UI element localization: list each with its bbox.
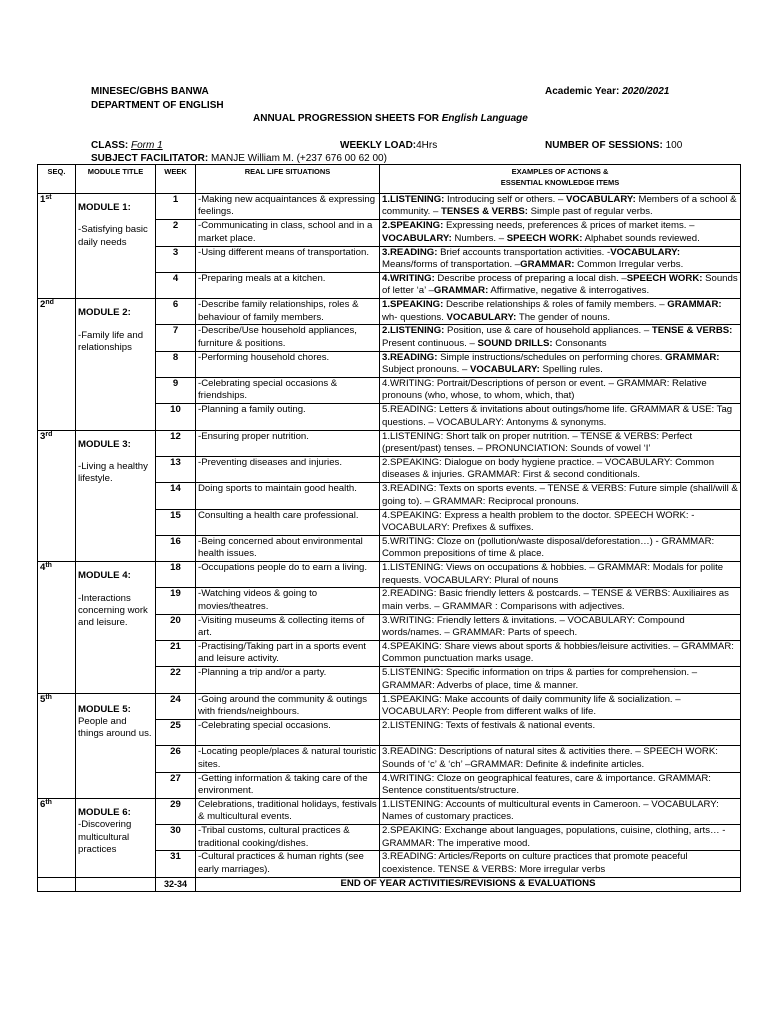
examples-text: 3.READING: Descriptions of natural sites & activities there. – SPEECH WORK: Sounds of ‘c’ & ‘ch’ –GRAMMAR: Definite & indefinite articles. xyxy=(382,746,718,770)
week-cell: 21 xyxy=(156,641,196,667)
table-row xyxy=(38,194,741,220)
examples-cell xyxy=(380,272,741,298)
academic-year-label: Academic Year: xyxy=(545,86,620,97)
real-life-cell: -Describe/Use household appliances, furniture & positions. xyxy=(196,325,380,351)
sequence-cell xyxy=(38,798,76,877)
real-life-cell: Consulting a health care professional. xyxy=(196,509,380,535)
table-row xyxy=(38,430,741,456)
examples-text: Simple past of regular verbs. xyxy=(527,206,653,218)
module-description: -Interactions concerning work and leisure. xyxy=(78,592,148,629)
examples-text: 2.LISTENING: Texts of festivals & national events. xyxy=(382,719,596,731)
examples-text: Alphabet sounds reviewed. xyxy=(582,232,700,244)
examples-cell xyxy=(380,430,741,456)
examples-text: Numbers. – xyxy=(451,232,507,244)
real-life-cell: -Getting information & taking care of the environment. xyxy=(196,772,380,798)
examples-text: 3.WRITING: Friendly letters & invitations. – VOCABULARY: Compound words/names. – GRAMMAR: Parts of speech. xyxy=(382,614,685,639)
examples-cell xyxy=(380,378,741,404)
sequence-number: 6 xyxy=(40,798,46,810)
examples-text: Expressing needs, preferences & prices of market items. – xyxy=(443,220,695,232)
examples-text: GRAMMAR: xyxy=(667,299,722,311)
week-cell: 20 xyxy=(156,614,196,640)
col-header-week: WEEK xyxy=(156,165,196,194)
academic-year xyxy=(545,86,669,98)
examples-cell xyxy=(380,404,741,430)
examples-text: 5.WRITING: Cloze on (pollution/waste disposal/deforestation…) - GRAMMAR: Common prepositions of time & place. xyxy=(382,535,715,560)
examples-text: Describe relationships & roles of family members. – xyxy=(443,299,668,311)
real-life-cell: -Planning a family outing. xyxy=(196,404,380,430)
real-life-cell: -Performing household chores. xyxy=(196,351,380,377)
real-life-cell: -Preventing diseases and injuries. xyxy=(196,456,380,482)
week-cell: 22 xyxy=(156,667,196,693)
examples-text: VOCABULARY: xyxy=(470,364,540,376)
real-life-cell: -Ensuring proper nutrition. xyxy=(196,430,380,456)
examples-cell xyxy=(380,194,741,220)
week-cell: 6 xyxy=(156,299,196,325)
week-cell: 8 xyxy=(156,351,196,377)
examples-text: 4.SPEAKING: Share views about sports & hobbies/leisure activities. – GRAMMAR: Common punctuation marks usage. xyxy=(382,641,734,665)
examples-cell xyxy=(380,588,741,614)
examples-text: VOCABULARY: xyxy=(446,311,517,323)
examples-text: The gender of nouns. xyxy=(516,311,611,323)
module-cell xyxy=(76,299,156,430)
examples-cell xyxy=(380,746,741,772)
final-activities-cell: END OF YEAR ACTIVITIES/REVISIONS & EVALUATIONS xyxy=(196,877,741,891)
module-title: MODULE 5: xyxy=(78,703,131,715)
col-header-examples xyxy=(380,165,741,194)
week-cell: 31 xyxy=(156,851,196,877)
examples-text: GRAMMAR: xyxy=(433,285,489,297)
examples-text: 3.READING: Texts on sports events. – TENSE & VERBS: Future simple (shall/will & going to). – GRAMMAR: Reciprocal pronouns. xyxy=(382,483,738,507)
examples-text: Present continuous. – xyxy=(382,337,478,349)
real-life-cell: -Being concerned about environmental health issues. xyxy=(196,535,380,561)
sequence-number: 1 xyxy=(40,194,46,205)
examples-text: Members of a school & community. – xyxy=(382,194,737,218)
week-cell: 2 xyxy=(156,220,196,246)
week-cell: 18 xyxy=(156,562,196,588)
weekly-load-value: 4Hrs xyxy=(416,140,438,151)
week-cell: 12 xyxy=(156,430,196,456)
number-of-sessions xyxy=(545,140,682,152)
real-life-cell: -Making new acquaintances & expressing feelings. xyxy=(196,194,380,220)
col-header-examples-line2: ESSENTIAL KNOWLEDGE ITEMS xyxy=(500,178,620,187)
examples-cell xyxy=(380,456,741,482)
progression-table xyxy=(37,164,741,892)
sheet-title xyxy=(253,113,528,125)
real-life-cell: -Celebrating special occasions & friendships. xyxy=(196,378,380,404)
examples-text: Subject pronouns. – xyxy=(382,364,471,376)
module-cell xyxy=(76,693,156,798)
examples-cell xyxy=(380,509,741,535)
real-life-cell: -Cultural practices & human rights (see early marriages). xyxy=(196,851,380,877)
week-cell: 30 xyxy=(156,825,196,851)
week-cell: 24 xyxy=(156,693,196,719)
real-life-cell: Celebrations, traditional holidays, festivals & multicultural events. xyxy=(196,798,380,824)
sequence-suffix: rd xyxy=(45,430,53,438)
real-life-cell: -Watching videos & going to movies/theatres. xyxy=(196,588,380,614)
facilitator-label: SUBJECT FACILITATOR: xyxy=(91,153,209,164)
school-name: MINESEC/GBHS BANWA xyxy=(91,86,209,97)
class-info xyxy=(91,140,163,152)
col-header-real-life: REAL LIFE SITUATIONS xyxy=(196,165,380,194)
sequence-cell xyxy=(38,299,76,430)
sheet-subject: English Language xyxy=(441,113,528,124)
module-description: -Discovering multicultural practices xyxy=(78,819,132,856)
week-cell: 9 xyxy=(156,378,196,404)
sequence-suffix: th xyxy=(45,693,52,701)
final-module-cell xyxy=(76,877,156,891)
sequence-suffix: th xyxy=(45,562,52,570)
real-life-cell: -Locating people/places & natural touristic sites. xyxy=(196,746,380,772)
examples-cell xyxy=(380,798,741,824)
real-life-cell: -Occupations people do to earn a living. xyxy=(196,562,380,588)
col-header-examples-line1: EXAMPLES OF ACTIONS & xyxy=(511,167,609,176)
examples-text: Affirmative, negative & interrogatives. xyxy=(488,285,650,297)
examples-text: 1.LISTENING: Views on occupations & hobbies. – GRAMMAR: Modals for polite requests. VOCABULARY: Plural of nouns xyxy=(382,562,724,586)
final-week-cell: 32-34 xyxy=(156,877,196,891)
examples-text: 2.READING: Basic friendly letters & postcards. – TENSE & VERBS: Auxiliaires as main verbs. – GRAMMAR : Comparisons with adjectives. xyxy=(382,588,729,612)
examples-cell xyxy=(380,693,741,719)
examples-text: SOUND DRILLS: xyxy=(477,337,553,349)
examples-cell xyxy=(380,220,741,246)
examples-cell xyxy=(380,825,741,851)
examples-text: 1.LISTENING: Short talk on proper nutrition. – TENSE & VERBS: Perfect (present/past) tenses. – PRONUNCIATION: Sounds of vowel ‘I’ xyxy=(382,430,693,455)
real-life-cell: -Practising/Taking part in a sports event and leisure activity. xyxy=(196,641,380,667)
examples-text: 4.WRITING: xyxy=(382,272,435,284)
module-cell xyxy=(76,798,156,877)
examples-text: Consonants xyxy=(552,337,607,349)
sequence-number: 4 xyxy=(40,562,46,574)
examples-text: VOCABULARY: xyxy=(565,194,636,205)
week-cell: 14 xyxy=(156,483,196,509)
examples-text: Spelling rules. xyxy=(539,364,603,376)
examples-text: Position, use & care of household appliances. – xyxy=(444,325,652,337)
examples-text: 4.SPEAKING: Express a health problem to the doctor. SPEECH WORK: - VOCABULARY: Prefixes & suffixes. xyxy=(382,509,695,533)
week-cell: 7 xyxy=(156,325,196,351)
module-title: MODULE 3: xyxy=(78,438,131,450)
module-description: -Living a healthy lifestyle. xyxy=(78,461,148,485)
examples-text: GRAMMAR: xyxy=(665,351,720,363)
sessions-value: 100 xyxy=(665,140,683,151)
week-cell: 4 xyxy=(156,272,196,298)
examples-cell xyxy=(380,535,741,561)
real-life-cell: -Visiting museums & collecting items of art. xyxy=(196,614,380,640)
examples-text: Common Irregular verbs. xyxy=(574,259,684,270)
examples-text: 1.SPEAKING: Make accounts of daily community life & socialization. – VOCABULARY: People from different walks of life. xyxy=(382,693,681,718)
examples-text: 4.WRITING: Cloze on geographical features, care & importance. GRAMMAR: Sentence constituents/structure. xyxy=(382,772,711,796)
real-life-cell: -Describe family relationships, roles & behaviour of family members. xyxy=(196,299,380,325)
examples-text: Means/forms of transportation. – xyxy=(382,259,521,270)
module-title: MODULE 4: xyxy=(78,570,131,582)
examples-text: TENSE & VERBS: xyxy=(651,325,733,337)
module-title: MODULE 6: xyxy=(78,806,131,818)
module-description: -Satisfying basic daily needs xyxy=(78,224,148,248)
module-cell xyxy=(76,562,156,693)
sheet-title-text: ANNUAL PROGRESSION SHEETS FOR xyxy=(253,113,439,124)
examples-cell xyxy=(380,483,741,509)
sequence-number: 5 xyxy=(40,693,46,705)
sequence-suffix: st xyxy=(45,194,52,201)
module-title: MODULE 1: xyxy=(78,202,131,213)
examples-text: GRAMMAR: xyxy=(520,259,575,270)
week-cell: 19 xyxy=(156,588,196,614)
examples-text: 1.LISTENING: Accounts of multicultural events in Cameroon. – VOCABULARY: Names of customary practices. xyxy=(382,798,719,823)
week-cell: 27 xyxy=(156,772,196,798)
table-row xyxy=(38,299,741,325)
examples-cell xyxy=(380,351,741,377)
col-header-module: MODULE TITLE xyxy=(76,165,156,194)
examples-text: 1.SPEAKING: xyxy=(382,299,444,311)
examples-text: SPEECH WORK: xyxy=(626,272,703,284)
sequence-number: 2 xyxy=(40,299,46,311)
examples-cell xyxy=(380,325,741,351)
week-cell: 26 xyxy=(156,746,196,772)
table-row xyxy=(38,693,741,719)
sequence-cell xyxy=(38,562,76,693)
examples-text: 3.READING: xyxy=(382,351,438,363)
module-cell xyxy=(76,430,156,561)
examples-text: VOCABULARY: xyxy=(610,246,681,258)
examples-text: Brief accounts transportation activities. - xyxy=(437,246,611,258)
examples-text: 5.READING: Letters & invitations about outings/home life. GRAMMAR & USE: Tag questions. – VOCABULARY: Antonyms & synonyms. xyxy=(382,404,733,428)
sessions-label: NUMBER OF SESSIONS: xyxy=(545,140,663,151)
weekly-load-label: WEEKLY LOAD: xyxy=(340,140,417,151)
sequence-suffix: nd xyxy=(45,299,54,307)
examples-text: 3.READING: Articles/Reports on culture practices that promote peaceful coexistence. TENSE & VERBS: More irregular verbs xyxy=(382,851,688,875)
examples-cell xyxy=(380,641,741,667)
final-row xyxy=(38,877,741,891)
examples-text: Sounds of letter ‘a’ – xyxy=(382,272,738,297)
real-life-cell: Doing sports to maintain good health. xyxy=(196,483,380,509)
week-cell: 3 xyxy=(156,246,196,272)
examples-cell xyxy=(380,719,741,745)
col-header-seq: SEQ. xyxy=(38,165,76,194)
examples-text: 3.READING: xyxy=(382,246,438,258)
sequence-suffix: th xyxy=(45,798,52,806)
sequence-number: 3 xyxy=(40,430,46,442)
examples-text: 5.LISTENING: Specific information on trips & parties for comprehension. – GRAMMAR: Adverbs of place, time & manner. xyxy=(382,667,698,691)
real-life-cell: -Celebrating special occasions. xyxy=(196,719,380,745)
real-life-cell: -Planning a trip and/or a party. xyxy=(196,667,380,693)
examples-text: 2.LISTENING: xyxy=(382,325,445,337)
table-row xyxy=(38,562,741,588)
week-cell: 29 xyxy=(156,798,196,824)
table-row xyxy=(38,798,741,824)
table-body xyxy=(38,194,741,892)
module-cell xyxy=(76,194,156,299)
week-cell: 16 xyxy=(156,535,196,561)
class-label: CLASS: xyxy=(91,140,129,151)
examples-cell xyxy=(380,667,741,693)
sequence-cell xyxy=(38,430,76,561)
examples-cell xyxy=(380,562,741,588)
week-cell: 10 xyxy=(156,404,196,430)
examples-cell xyxy=(380,851,741,877)
examples-text: Simple instructions/schedules on performing chores. xyxy=(437,351,666,363)
examples-text: 2.SPEAKING: Exchange about languages, populations, cuisine, clothing, arts… - GRAMMAR: The imperative mood. xyxy=(382,825,726,849)
module-title: MODULE 2: xyxy=(78,307,131,319)
sequence-cell xyxy=(38,693,76,798)
examples-cell xyxy=(380,299,741,325)
examples-text: wh- questions. xyxy=(382,311,447,323)
examples-cell xyxy=(380,772,741,798)
weekly-load xyxy=(340,140,437,152)
examples-text: SPEECH WORK: xyxy=(506,232,583,244)
real-life-cell: -Communicating in class, school and in a market place. xyxy=(196,220,380,246)
examples-text: Introducing self or others. – xyxy=(444,194,566,205)
real-life-cell: -Using different means of transportation. xyxy=(196,246,380,272)
examples-text: Describe process of preparing a local dish. – xyxy=(434,272,627,284)
week-cell: 15 xyxy=(156,509,196,535)
module-description: People and things around us. xyxy=(78,716,152,740)
academic-year-value: 2020/2021 xyxy=(622,86,670,97)
examples-text: 2.SPEAKING: xyxy=(382,220,444,232)
examples-text: 4.WRITING: Portrait/Descriptions of person or event. – GRAMMAR: Relative pronouns (who, whose, to whom, which, that) xyxy=(382,378,707,402)
examples-text: TENSES & VERBS: xyxy=(441,206,528,218)
facilitator-value: MANJE William M. (+237 676 00 62 00) xyxy=(211,153,387,164)
final-seq-cell xyxy=(38,877,76,891)
real-life-cell: -Going around the community & outings with friends/neighbours. xyxy=(196,693,380,719)
real-life-cell: -Preparing meals at a kitchen. xyxy=(196,272,380,298)
module-description: -Family life and relationships xyxy=(78,329,144,353)
examples-text: VOCABULARY: xyxy=(382,232,452,244)
examples-cell xyxy=(380,614,741,640)
examples-text: 2.SPEAKING: Dialogue on body hygiene practice. – VOCABULARY: Common diseases & injuries. GRAMMAR: First & second conditionals. xyxy=(382,456,715,481)
week-cell: 1 xyxy=(156,194,196,220)
sequence-cell xyxy=(38,194,76,299)
examples-cell xyxy=(380,246,741,272)
real-life-cell: -Tribal customs, cultural practices & traditional cooking/dishes. xyxy=(196,825,380,851)
week-cell: 25 xyxy=(156,719,196,745)
department-name: DEPARTMENT OF ENGLISH xyxy=(91,100,224,111)
examples-text: 1.LISTENING: xyxy=(382,194,445,205)
table-header-row xyxy=(38,165,741,194)
week-cell: 13 xyxy=(156,456,196,482)
class-value: Form 1 xyxy=(131,140,163,151)
